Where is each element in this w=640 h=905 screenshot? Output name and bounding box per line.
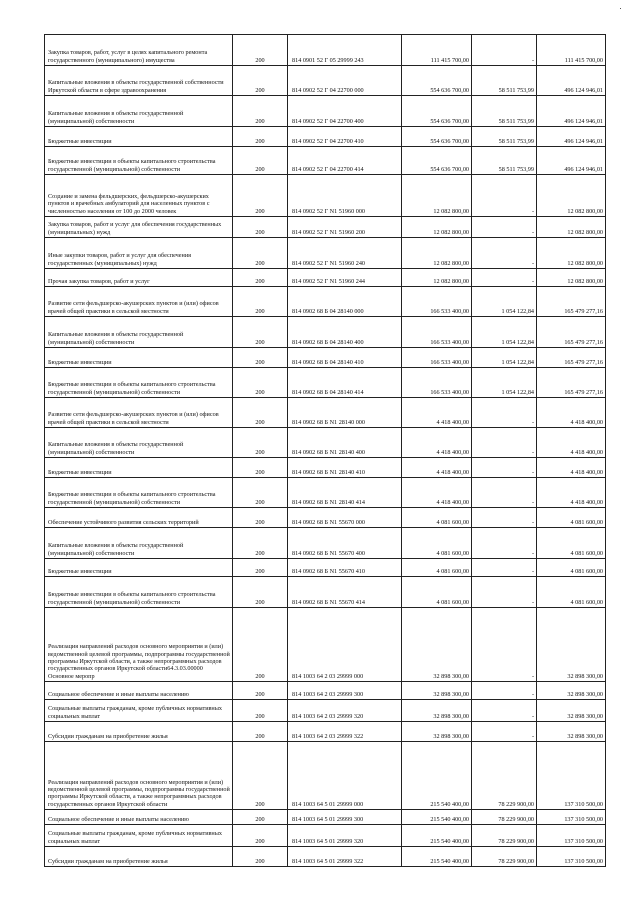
row-remaining-amount-cell: 137 310 500,00 xyxy=(537,810,606,825)
row-classification-code-cell: 814 1003 64 5 01 29999 300 xyxy=(288,810,402,825)
row-code-cell: 200 xyxy=(233,825,288,847)
row-remaining-amount-cell: 165 479 277,16 xyxy=(537,368,606,398)
row-executed-amount-cell: 58 511 753,99 xyxy=(472,66,537,96)
table-row xyxy=(45,810,606,825)
row-remaining-amount-cell: 4 081 600,00 xyxy=(537,577,606,608)
row-executed-amount-cell: - xyxy=(472,238,537,269)
row-remaining-amount-cell: 165 479 277,16 xyxy=(537,348,606,368)
table-row xyxy=(45,428,606,458)
row-remaining-amount-cell: 137 310 500,00 xyxy=(537,825,606,847)
row-classification-code-cell: 814 0902 52 Г N1 51960 200 xyxy=(288,217,402,238)
row-code-cell: 200 xyxy=(233,700,288,722)
row-name-cell: Бюджетные инвестиции xyxy=(45,458,233,478)
row-name-cell: Социальные выплаты гражданам, кроме публичных нормативных социальных выплат xyxy=(45,825,233,847)
row-remaining-amount-cell: 4 418 400,00 xyxy=(537,428,606,458)
row-classification-code-cell: 814 0902 52 Г N1 51960 000 xyxy=(288,175,402,217)
table-row xyxy=(45,66,606,96)
row-executed-amount-cell: - xyxy=(472,682,537,700)
row-executed-amount-cell: - xyxy=(472,217,537,238)
row-remaining-amount-cell: 111 415 700,00 xyxy=(537,35,606,66)
table-body xyxy=(45,35,606,867)
row-name-cell: Бюджетные инвестиции в объекты капитального строительства государственной (муниципальной) собственности xyxy=(45,147,233,175)
row-executed-amount-cell: - xyxy=(472,478,537,508)
row-code-cell: 200 xyxy=(233,96,288,127)
row-name-cell: Иные закупки товаров, работ и услуг для обеспечения государственных (муниципальных) нужд xyxy=(45,238,233,269)
row-name-cell: Бюджетные инвестиции xyxy=(45,127,233,147)
row-approved-amount-cell: 554 636 700,00 xyxy=(402,127,472,147)
table-row xyxy=(45,35,606,66)
row-remaining-amount-cell: 496 124 946,01 xyxy=(537,127,606,147)
row-name-cell: Социальное обеспечение и иные выплаты населению xyxy=(45,810,233,825)
row-name-cell: Обеспечение устойчивого развития сельских территорий xyxy=(45,508,233,528)
row-name-cell: Закупка товаров, работ, услуг в целях капитального ремонта государственного (муниципального) имущества xyxy=(45,35,233,66)
row-code-cell: 200 xyxy=(233,287,288,317)
row-code-cell: 200 xyxy=(233,66,288,96)
row-code-cell: 200 xyxy=(233,175,288,217)
row-approved-amount-cell: 4 418 400,00 xyxy=(402,398,472,428)
row-executed-amount-cell: - xyxy=(472,269,537,287)
table-row xyxy=(45,559,606,577)
row-approved-amount-cell: 12 082 800,00 xyxy=(402,217,472,238)
row-name-cell: Создание и замена фельдшерских, фельдшерско-акушерских пунктов и врачебных амбулаторий для населенных пунктов с численностью населения от 100 до 2000 человек xyxy=(45,175,233,217)
table-row xyxy=(45,147,606,175)
table-row xyxy=(45,577,606,608)
row-approved-amount-cell: 4 418 400,00 xyxy=(402,458,472,478)
row-code-cell: 200 xyxy=(233,348,288,368)
table-row xyxy=(45,458,606,478)
row-remaining-amount-cell: 32 898 300,00 xyxy=(537,722,606,742)
row-approved-amount-cell: 215 540 400,00 xyxy=(402,847,472,867)
table-row xyxy=(45,317,606,348)
row-approved-amount-cell: 4 081 600,00 xyxy=(402,559,472,577)
row-code-cell: 200 xyxy=(233,847,288,867)
table-row xyxy=(45,398,606,428)
row-code-cell: 200 xyxy=(233,742,288,810)
row-name-cell: Капитальные вложения в объекты государственной (муниципальной) собственности xyxy=(45,317,233,348)
row-approved-amount-cell: 32 898 300,00 xyxy=(402,700,472,722)
row-executed-amount-cell: - xyxy=(472,700,537,722)
row-code-cell: 200 xyxy=(233,398,288,428)
row-classification-code-cell: 814 0902 52 Г N1 51960 240 xyxy=(288,238,402,269)
row-classification-code-cell: 814 1003 64 5 01 29999 000 xyxy=(288,742,402,810)
row-executed-amount-cell: 1 054 122,84 xyxy=(472,287,537,317)
row-executed-amount-cell: - xyxy=(472,608,537,682)
row-code-cell: 200 xyxy=(233,458,288,478)
row-executed-amount-cell: 58 511 753,99 xyxy=(472,96,537,127)
scan-speck xyxy=(620,8,621,9)
row-approved-amount-cell: 554 636 700,00 xyxy=(402,96,472,127)
row-name-cell: Развитие сети фельдшерско-акушерских пунктов и (или) офисов врачей общей практики в сельской местности xyxy=(45,398,233,428)
row-remaining-amount-cell: 496 124 946,01 xyxy=(537,66,606,96)
row-code-cell: 200 xyxy=(233,559,288,577)
row-approved-amount-cell: 4 418 400,00 xyxy=(402,428,472,458)
row-remaining-amount-cell: 12 082 800,00 xyxy=(537,175,606,217)
row-code-cell: 200 xyxy=(233,317,288,348)
row-approved-amount-cell: 554 636 700,00 xyxy=(402,66,472,96)
row-executed-amount-cell: - xyxy=(472,458,537,478)
table-row xyxy=(45,508,606,528)
row-classification-code-cell: 814 0902 68 Б 04 28140 400 xyxy=(288,317,402,348)
row-remaining-amount-cell: 137 310 500,00 xyxy=(537,847,606,867)
table-row xyxy=(45,96,606,127)
row-executed-amount-cell: 1 054 122,84 xyxy=(472,368,537,398)
row-remaining-amount-cell: 12 082 800,00 xyxy=(537,217,606,238)
row-classification-code-cell: 814 0902 68 Б 04 28140 410 xyxy=(288,348,402,368)
row-classification-code-cell: 814 0902 68 Б N1 55670 000 xyxy=(288,508,402,528)
row-code-cell: 200 xyxy=(233,269,288,287)
row-executed-amount-cell: 1 054 122,84 xyxy=(472,317,537,348)
table-row xyxy=(45,478,606,508)
row-classification-code-cell: 814 1003 64 5 01 29999 320 xyxy=(288,825,402,847)
row-approved-amount-cell: 215 540 400,00 xyxy=(402,810,472,825)
row-name-cell: Капитальные вложения в объекты государственной (муниципальной) собственности xyxy=(45,428,233,458)
table-row xyxy=(45,528,606,559)
row-approved-amount-cell: 32 898 300,00 xyxy=(402,682,472,700)
table-row xyxy=(45,269,606,287)
row-remaining-amount-cell: 4 418 400,00 xyxy=(537,478,606,508)
table-row xyxy=(45,700,606,722)
row-remaining-amount-cell: 32 898 300,00 xyxy=(537,700,606,722)
row-classification-code-cell: 814 0902 68 Б 04 28140 414 xyxy=(288,368,402,398)
row-classification-code-cell: 814 0902 68 Б N1 28140 400 xyxy=(288,428,402,458)
row-name-cell: Капитальные вложения в объекты государственной собственности Иркутской области в сфере здравоохранения xyxy=(45,66,233,96)
row-code-cell: 200 xyxy=(233,238,288,269)
row-approved-amount-cell: 12 082 800,00 xyxy=(402,175,472,217)
row-name-cell: Бюджетные инвестиции в объекты капитального строительства государственной (муниципальной) собственности xyxy=(45,478,233,508)
row-approved-amount-cell: 12 082 800,00 xyxy=(402,238,472,269)
row-approved-amount-cell: 554 636 700,00 xyxy=(402,147,472,175)
row-name-cell: Бюджетные инвестиции в объекты капитального строительства государственной (муниципальной) собственности xyxy=(45,368,233,398)
row-approved-amount-cell: 166 533 400,00 xyxy=(402,317,472,348)
row-remaining-amount-cell: 4 081 600,00 xyxy=(537,528,606,559)
row-approved-amount-cell: 12 082 800,00 xyxy=(402,269,472,287)
row-code-cell: 200 xyxy=(233,810,288,825)
row-remaining-amount-cell: 12 082 800,00 xyxy=(537,269,606,287)
row-code-cell: 200 xyxy=(233,428,288,458)
row-name-cell: Реализация направлений расходов основного мероприятия и (или) ведомственной целевой программы, подпрограммы государственной программы Иркутской области, а также непрограммных расходов государственных органов Иркутской области64.3.03.00000 Основное меропр xyxy=(45,608,233,682)
row-classification-code-cell: 814 1003 64 5 01 29999 322 xyxy=(288,847,402,867)
table-row xyxy=(45,368,606,398)
row-executed-amount-cell: 78 229 900,00 xyxy=(472,742,537,810)
row-code-cell: 200 xyxy=(233,147,288,175)
row-remaining-amount-cell: 4 418 400,00 xyxy=(537,398,606,428)
row-classification-code-cell: 814 0902 52 Г 04 22700 000 xyxy=(288,66,402,96)
table-row xyxy=(45,127,606,147)
table-row xyxy=(45,682,606,700)
row-code-cell: 200 xyxy=(233,577,288,608)
row-classification-code-cell: 814 0902 68 Б N1 55670 414 xyxy=(288,577,402,608)
row-classification-code-cell: 814 0902 52 Г 04 22700 410 xyxy=(288,127,402,147)
row-executed-amount-cell: 78 229 900,00 xyxy=(472,847,537,867)
row-remaining-amount-cell: 4 418 400,00 xyxy=(537,458,606,478)
row-classification-code-cell: 814 0902 52 Г 04 22700 414 xyxy=(288,147,402,175)
row-name-cell: Бюджетные инвестиции xyxy=(45,559,233,577)
row-executed-amount-cell: 1 054 122,84 xyxy=(472,348,537,368)
table-row xyxy=(45,217,606,238)
row-classification-code-cell: 814 1003 64 2 03 29999 000 xyxy=(288,608,402,682)
row-executed-amount-cell: 78 229 900,00 xyxy=(472,825,537,847)
row-executed-amount-cell: - xyxy=(472,398,537,428)
row-code-cell: 200 xyxy=(233,127,288,147)
row-name-cell: Закупка товаров, работ и услуг для обеспечения государственных (муниципальных) нужд xyxy=(45,217,233,238)
row-name-cell: Развитие сети фельдшерско-акушерских пунктов и (или) офисов врачей общей практики в сельской местности xyxy=(45,287,233,317)
row-executed-amount-cell: - xyxy=(472,528,537,559)
row-code-cell: 200 xyxy=(233,478,288,508)
row-classification-code-cell: 814 0902 52 Г N1 51960 244 xyxy=(288,269,402,287)
row-approved-amount-cell: 166 533 400,00 xyxy=(402,348,472,368)
row-classification-code-cell: 814 0902 68 Б N1 28140 000 xyxy=(288,398,402,428)
table-row xyxy=(45,742,606,810)
row-executed-amount-cell: - xyxy=(472,175,537,217)
row-classification-code-cell: 814 0902 68 Б 04 28140 000 xyxy=(288,287,402,317)
row-classification-code-cell: 814 0901 52 Г 05 29999 243 xyxy=(288,35,402,66)
row-name-cell: Социальное обеспечение и иные выплаты населению xyxy=(45,682,233,700)
budget-execution-table xyxy=(44,34,606,867)
row-executed-amount-cell: - xyxy=(472,35,537,66)
row-approved-amount-cell: 4 081 600,00 xyxy=(402,577,472,608)
table-row xyxy=(45,608,606,682)
table-row xyxy=(45,825,606,847)
row-remaining-amount-cell: 165 479 277,16 xyxy=(537,287,606,317)
row-executed-amount-cell: - xyxy=(472,559,537,577)
row-code-cell: 200 xyxy=(233,608,288,682)
row-remaining-amount-cell: 4 081 600,00 xyxy=(537,508,606,528)
row-approved-amount-cell: 215 540 400,00 xyxy=(402,742,472,810)
table-row xyxy=(45,287,606,317)
row-name-cell: Капитальные вложения в объекты государственной (муниципальной) собственности xyxy=(45,96,233,127)
row-executed-amount-cell: 58 511 753,99 xyxy=(472,127,537,147)
row-executed-amount-cell: - xyxy=(472,722,537,742)
row-approved-amount-cell: 4 081 600,00 xyxy=(402,508,472,528)
row-code-cell: 200 xyxy=(233,722,288,742)
row-approved-amount-cell: 32 898 300,00 xyxy=(402,722,472,742)
table-row xyxy=(45,722,606,742)
row-remaining-amount-cell: 137 310 500,00 xyxy=(537,742,606,810)
row-approved-amount-cell: 215 540 400,00 xyxy=(402,825,472,847)
row-name-cell: Капитальные вложения в объекты государственной (муниципальной) собственности xyxy=(45,528,233,559)
row-classification-code-cell: 814 0902 52 Г 04 22700 400 xyxy=(288,96,402,127)
row-name-cell: Субсидии гражданам на приобретение жилья xyxy=(45,722,233,742)
row-remaining-amount-cell: 496 124 946,01 xyxy=(537,96,606,127)
row-executed-amount-cell: - xyxy=(472,428,537,458)
row-approved-amount-cell: 32 898 300,00 xyxy=(402,608,472,682)
row-executed-amount-cell: - xyxy=(472,577,537,608)
table-row xyxy=(45,847,606,867)
row-classification-code-cell: 814 0902 68 Б N1 28140 410 xyxy=(288,458,402,478)
row-name-cell: Бюджетные инвестиции в объекты капитального строительства государственной (муниципальной) собственности xyxy=(45,577,233,608)
row-code-cell: 200 xyxy=(233,528,288,559)
row-code-cell: 200 xyxy=(233,368,288,398)
row-approved-amount-cell: 166 533 400,00 xyxy=(402,368,472,398)
row-name-cell: Субсидии гражданам на приобретение жилья xyxy=(45,847,233,867)
row-name-cell: Прочая закупка товаров, работ и услуг xyxy=(45,269,233,287)
row-executed-amount-cell: - xyxy=(472,508,537,528)
row-code-cell: 200 xyxy=(233,217,288,238)
row-remaining-amount-cell: 496 124 946,01 xyxy=(537,147,606,175)
row-approved-amount-cell: 4 081 600,00 xyxy=(402,528,472,559)
row-name-cell: Реализация направлений расходов основного мероприятия и (или) ведомственной целевой программы, подпрограммы государственной программы Иркутской области, а также непрограммных расходов государственных органов Иркутской области xyxy=(45,742,233,810)
row-classification-code-cell: 814 0902 68 Б N1 55670 410 xyxy=(288,559,402,577)
row-classification-code-cell: 814 1003 64 2 03 29999 322 xyxy=(288,722,402,742)
row-executed-amount-cell: 78 229 900,00 xyxy=(472,810,537,825)
row-executed-amount-cell: 58 511 753,99 xyxy=(472,147,537,175)
row-classification-code-cell: 814 1003 64 2 03 29999 320 xyxy=(288,700,402,722)
row-remaining-amount-cell: 32 898 300,00 xyxy=(537,682,606,700)
row-name-cell: Социальные выплаты гражданам, кроме публичных нормативных социальных выплат xyxy=(45,700,233,722)
row-remaining-amount-cell: 32 898 300,00 xyxy=(537,608,606,682)
row-approved-amount-cell: 111 415 700,00 xyxy=(402,35,472,66)
row-approved-amount-cell: 4 418 400,00 xyxy=(402,478,472,508)
table-row xyxy=(45,238,606,269)
table-row xyxy=(45,348,606,368)
row-classification-code-cell: 814 0902 68 Б N1 28140 414 xyxy=(288,478,402,508)
row-remaining-amount-cell: 165 479 277,16 xyxy=(537,317,606,348)
row-code-cell: 200 xyxy=(233,35,288,66)
row-approved-amount-cell: 166 533 400,00 xyxy=(402,287,472,317)
row-code-cell: 200 xyxy=(233,682,288,700)
row-name-cell: Бюджетные инвестиции xyxy=(45,348,233,368)
row-code-cell: 200 xyxy=(233,508,288,528)
row-classification-code-cell: 814 1003 64 2 03 29999 300 xyxy=(288,682,402,700)
row-remaining-amount-cell: 4 081 600,00 xyxy=(537,559,606,577)
row-classification-code-cell: 814 0902 68 Б N1 55670 400 xyxy=(288,528,402,559)
table-row xyxy=(45,175,606,217)
row-remaining-amount-cell: 12 082 800,00 xyxy=(537,238,606,269)
